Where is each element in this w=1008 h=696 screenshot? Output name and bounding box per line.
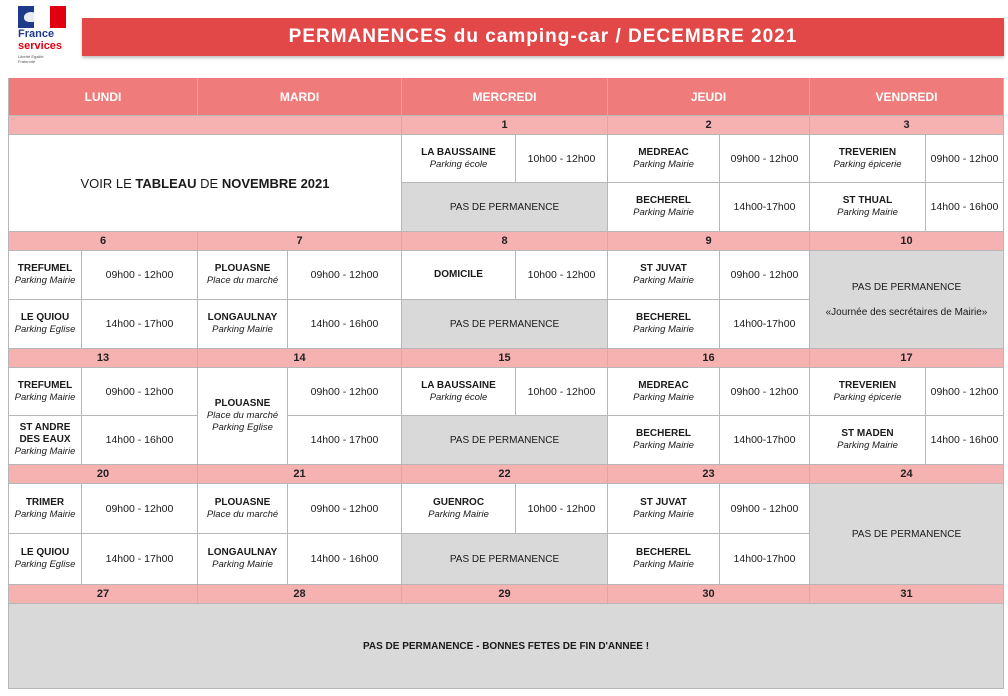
day-number: 13: [8, 349, 198, 368]
location-cell: TREVERIEN Parking épicerie: [810, 135, 926, 183]
location-cell: ST ANDRE DES EAUX Parking Mairie: [8, 416, 82, 465]
day-number: 28: [198, 585, 402, 604]
secretaries-day-note: «Journée des secrétaires de Mairie»: [825, 306, 988, 318]
location-cell: PLOUASNE Place du marché: [198, 484, 288, 534]
location-cell: ST THUAL Parking Mairie: [810, 183, 926, 232]
time-cell: 14h00 - 17h00: [82, 534, 198, 585]
day-number: 8: [402, 232, 608, 251]
no-permanence-label: PAS DE PERMANENCE: [851, 281, 962, 293]
time-cell: 10h00 - 12h00: [516, 135, 608, 183]
location-cell: LA BAUSSAINE Parking école: [402, 368, 516, 416]
location-cell: GUENROC Parking Mairie: [402, 484, 516, 534]
location-cell: PLOUASNE Place du marché: [198, 251, 288, 300]
location-cell: BECHEREL Parking Mairie: [608, 300, 720, 349]
day-number: 7: [198, 232, 402, 251]
french-flag-icon: [18, 6, 66, 28]
time-cell: 10h00 - 12h00: [516, 484, 608, 534]
see-november-note: VOIR LE TABLEAU DE NOVEMBRE 2021: [8, 135, 402, 232]
time-cell: 09h00 - 12h00: [288, 368, 402, 416]
time-cell: 14h00 - 16h00: [926, 416, 1004, 465]
no-permanence-cell: PAS DE PERMANENCE: [402, 534, 608, 585]
header-mardi: MARDI: [198, 78, 402, 116]
time-cell: 09h00 - 12h00: [288, 251, 402, 300]
time-cell: 14h00 - 16h00: [82, 416, 198, 465]
time-cell: 09h00 - 12h00: [720, 135, 810, 183]
day-number: 21: [198, 465, 402, 484]
day-number: 31: [810, 585, 1004, 604]
time-cell: 14h00-17h00: [720, 183, 810, 232]
day-number: 10: [810, 232, 1004, 251]
time-cell: 09h00 - 12h00: [82, 484, 198, 534]
schedule-table: [8, 78, 1004, 690]
time-cell: 09h00 - 12h00: [720, 368, 810, 416]
no-permanence-cell: PAS DE PERMANENCE: [402, 416, 608, 465]
day-number: 14: [198, 349, 402, 368]
time-cell: 09h00 - 12h00: [926, 135, 1004, 183]
time-cell: 14h00 - 16h00: [926, 183, 1004, 232]
location-cell: BECHEREL Parking Mairie: [608, 416, 720, 465]
page-title: PERMANENCES du camping-car / DECEMBRE 2021: [82, 18, 1004, 56]
day-number: 22: [402, 465, 608, 484]
day-number: 9: [608, 232, 810, 251]
day-number: 30: [608, 585, 810, 604]
time-cell: 09h00 - 12h00: [288, 484, 402, 534]
location-cell: ST JUVAT Parking Mairie: [608, 484, 720, 534]
location-cell: LE QUIOU Parking Eglise: [8, 300, 82, 349]
time-cell: 14h00-17h00: [720, 300, 810, 349]
holiday-message: PAS DE PERMANENCE - BONNES FETES DE FIN D'ANNEE !: [8, 604, 1004, 689]
time-cell: 14h00 - 17h00: [82, 300, 198, 349]
logo-motto: Liberté Égalité Fraternité: [18, 54, 44, 64]
no-permanence-cell: PAS DE PERMANENCE: [402, 300, 608, 349]
day-number: 20: [8, 465, 198, 484]
location-cell: ST JUVAT Parking Mairie: [608, 251, 720, 300]
location-cell: LE QUIOU Parking Eglise: [8, 534, 82, 585]
no-permanence-cell: PAS DE PERMANENCE: [810, 484, 1004, 585]
location-cell: PLOUASNE Place du marché Parking Eglise: [198, 368, 288, 465]
location-cell: TRIMER Parking Mairie: [8, 484, 82, 534]
day-number: 6: [8, 232, 198, 251]
no-permanence-cell: PAS DE PERMANENCE: [402, 183, 608, 232]
location-cell: MEDREAC Parking Mairie: [608, 368, 720, 416]
time-cell: 14h00-17h00: [720, 416, 810, 465]
location-cell: DOMICILE: [402, 251, 516, 300]
header-jeudi: JEUDI: [608, 78, 810, 116]
france-services-logo: [16, 4, 70, 70]
location-cell: TREVERIEN Parking épicerie: [810, 368, 926, 416]
location-cell: TREFUMEL Parking Mairie: [8, 368, 82, 416]
location-cell: ST MADEN Parking Mairie: [810, 416, 926, 465]
header-vendredi: VENDREDI: [810, 78, 1004, 116]
time-cell: 14h00 - 17h00: [288, 416, 402, 465]
day-number: 17: [810, 349, 1004, 368]
day-number: 1: [402, 116, 608, 135]
no-permanence-cell: [810, 251, 1004, 349]
day-number: 16: [608, 349, 810, 368]
time-cell: 14h00-17h00: [720, 534, 810, 585]
day-number: 24: [810, 465, 1004, 484]
time-cell: 10h00 - 12h00: [516, 251, 608, 300]
time-cell: 09h00 - 12h00: [82, 251, 198, 300]
location-cell: MEDREAC Parking Mairie: [608, 135, 720, 183]
day-number: 23: [608, 465, 810, 484]
header-mercredi: MERCREDI: [402, 78, 608, 116]
day-number: 29: [402, 585, 608, 604]
header-lundi: LUNDI: [8, 78, 198, 116]
time-cell: 09h00 - 12h00: [720, 251, 810, 300]
day-number: 3: [810, 116, 1004, 135]
day-number: 15: [402, 349, 608, 368]
time-cell: 09h00 - 12h00: [720, 484, 810, 534]
time-cell: 09h00 - 12h00: [82, 368, 198, 416]
location-cell: BECHEREL Parking Mairie: [608, 534, 720, 585]
location-cell: BECHEREL Parking Mairie: [608, 183, 720, 232]
location-cell: LONGAULNAY Parking Mairie: [198, 534, 288, 585]
time-cell: 14h00 - 16h00: [288, 300, 402, 349]
location-cell: LONGAULNAY Parking Mairie: [198, 300, 288, 349]
time-cell: 09h00 - 12h00: [926, 368, 1004, 416]
location-cell: LA BAUSSAINE Parking école: [402, 135, 516, 183]
day-number-empty: [8, 116, 402, 135]
day-number: 2: [608, 116, 810, 135]
location-cell: TREFUMEL Parking Mairie: [8, 251, 82, 300]
time-cell: 10h00 - 12h00: [516, 368, 608, 416]
logo-text-services: services: [18, 40, 63, 52]
time-cell: 14h00 - 16h00: [288, 534, 402, 585]
day-number: 27: [8, 585, 198, 604]
logo-text-france: France: [18, 28, 55, 40]
